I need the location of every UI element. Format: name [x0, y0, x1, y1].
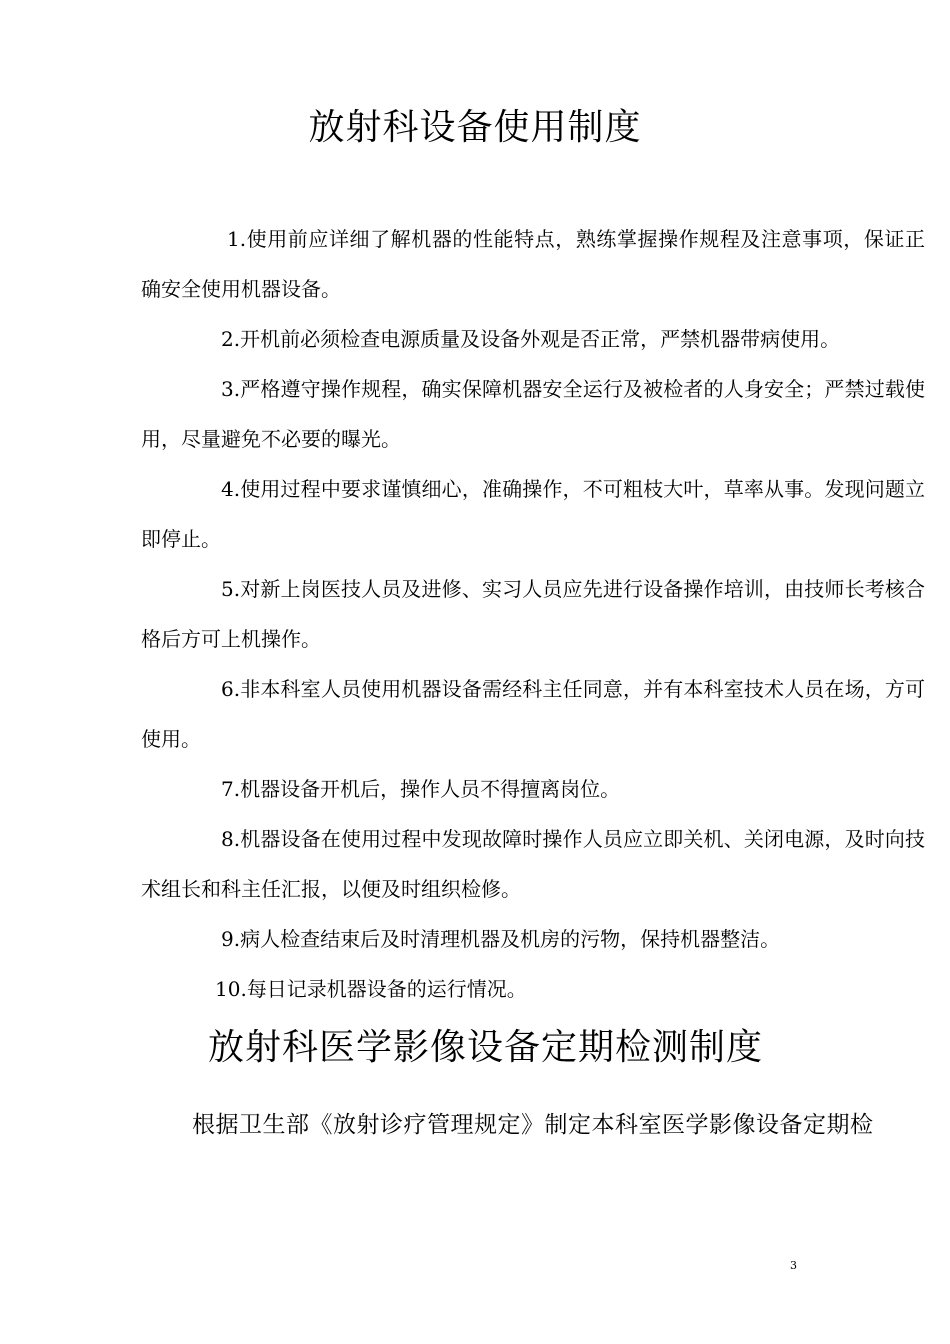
- rule-number: 1.: [227, 227, 247, 251]
- rule-number: 9.: [221, 927, 241, 951]
- list-item: [141, 314, 925, 364]
- rule-text: 机器设备开机后，操作人员不得擅离岗位。: [240, 777, 621, 801]
- rule-number: 4.: [221, 477, 241, 501]
- rule-text: 机器设备在使用过程中发现故障时操作人员应立即关机、关闭电源，及时向技术组长和科主任汇报，以便及时组织检修。: [141, 827, 925, 901]
- list-item: [141, 464, 925, 564]
- rule-text: 使用过程中要求谨慎细心，准确操作，不可粗枝大叶，草率从事。发现问题立即停止。: [141, 477, 925, 551]
- list-item: [141, 664, 925, 764]
- list-item: [141, 564, 925, 664]
- rule-text: 对新上岗医技人员及进修、实习人员应先进行设备操作培训，由技师长考核合格后方可上机操作。: [141, 577, 925, 651]
- rule-number: 8.: [221, 827, 241, 851]
- rule-number: 2.: [221, 327, 241, 351]
- list-item: [141, 214, 925, 314]
- rule-number: 10.: [215, 977, 247, 1001]
- list-item: [141, 364, 925, 464]
- rule-number: 5.: [221, 577, 241, 601]
- list-item: [141, 814, 925, 914]
- rule-number: 3.: [221, 377, 241, 401]
- section-title: 放射科医学影像设备定期检测制度: [208, 1027, 764, 1068]
- rule-text: 使用前应详细了解机器的性能特点，熟练掌握操作规程及注意事项，保证正确安全使用机器设备。: [141, 227, 925, 301]
- page-number: 3: [790, 1259, 797, 1272]
- intro-paragraph: 根据卫生部《放射诊疗管理规定》制定本科室医学影像设备定期检: [192, 1112, 874, 1138]
- list-item: [141, 914, 925, 964]
- rule-text: 严格遵守操作规程，确实保障机器安全运行及被检者的人身安全；严禁过载使用，尽量避免不必要的曝光。: [141, 377, 925, 451]
- list-item: [141, 964, 925, 1014]
- rules-list: [141, 214, 925, 1014]
- rule-text: 病人检查结束后及时清理机器及机房的污物，保持机器整洁。: [240, 927, 781, 951]
- rule-number: 6.: [221, 677, 241, 701]
- rule-text: 开机前必须检查电源质量及设备外观是否正常，严禁机器带病使用。: [240, 327, 841, 351]
- rule-text: 非本科室人员使用机器设备需经科主任同意，并有本科室技术人员在场，方可使用。: [141, 677, 925, 751]
- list-item: [141, 764, 925, 814]
- rule-text: 每日记录机器设备的运行情况。: [246, 977, 527, 1001]
- page-title: 放射科设备使用制度: [308, 107, 642, 148]
- rule-number: 7.: [221, 777, 241, 801]
